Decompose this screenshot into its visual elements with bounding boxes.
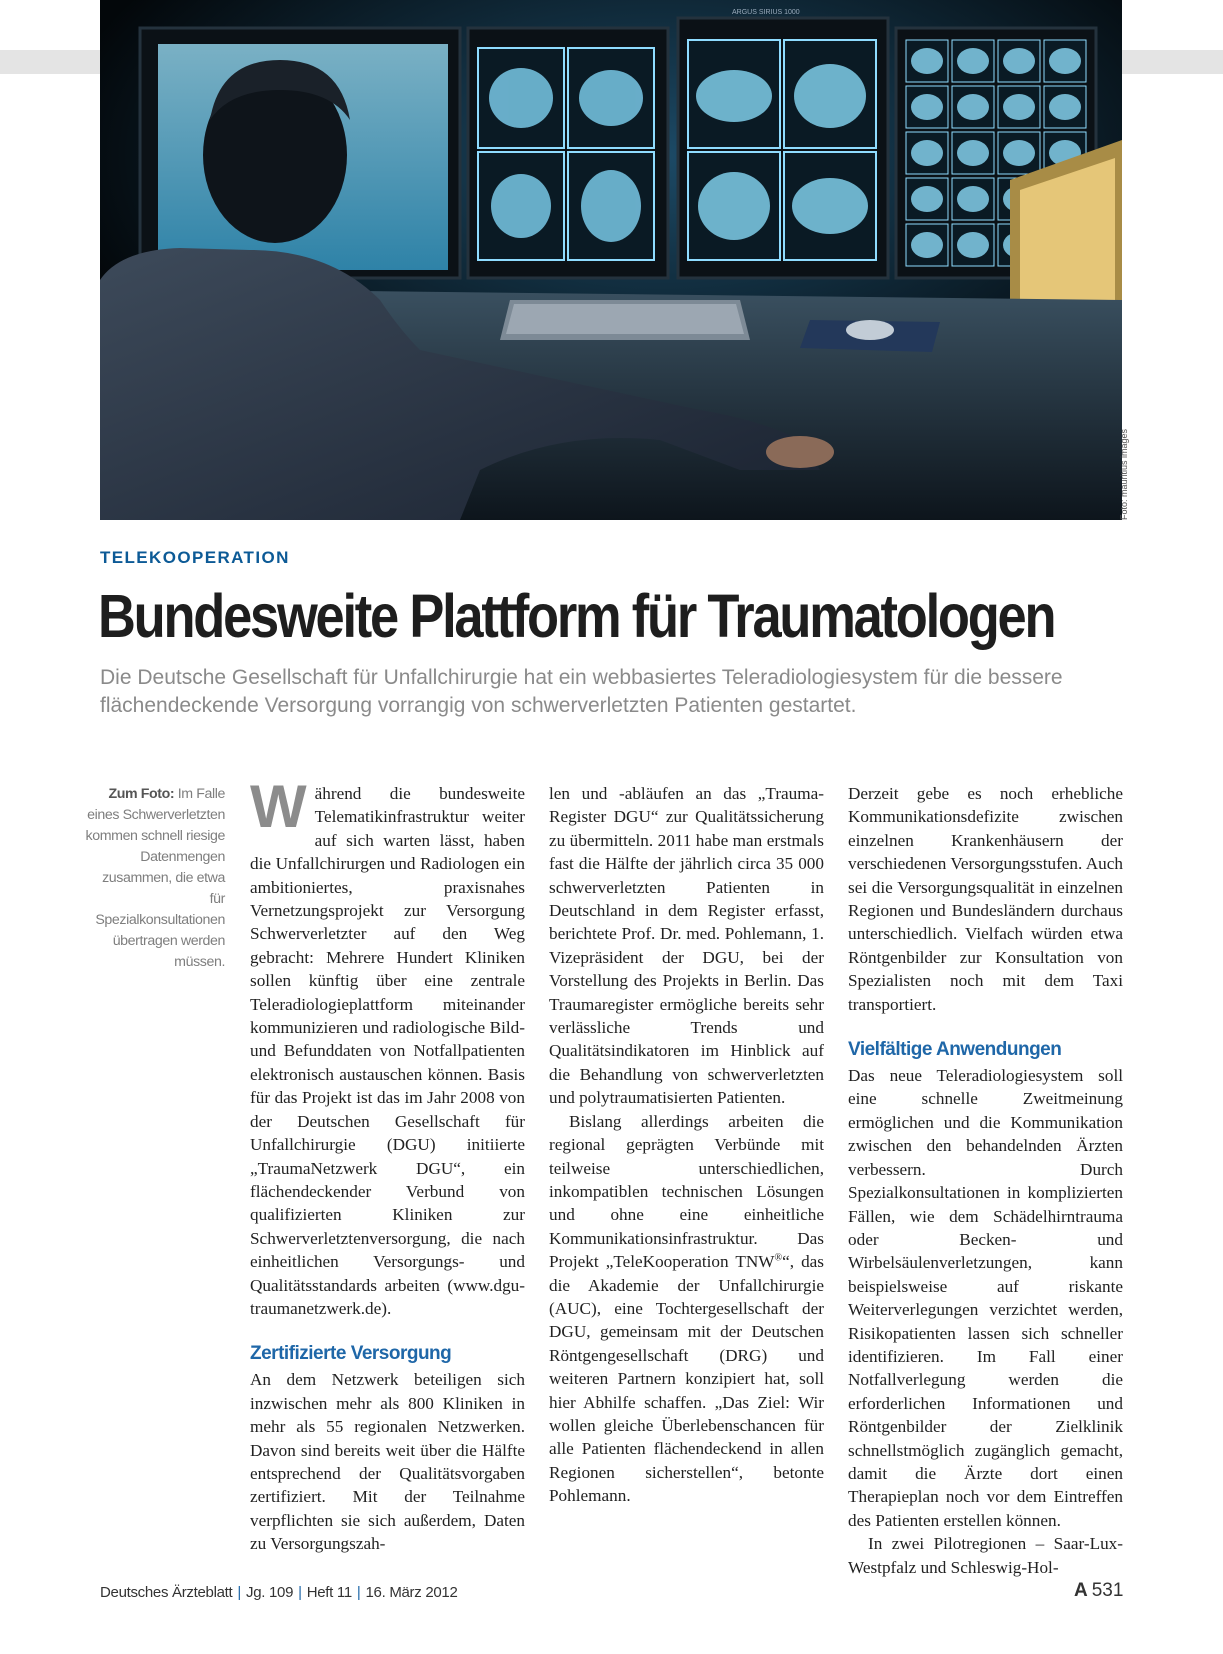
paragraph: In zwei Pilotregionen – Saar-Lux-Westpfalz und Schleswig-Hol- [848, 1534, 1123, 1577]
subheading: Zertifizierte Versorgung [250, 1343, 452, 1365]
section-kicker: TELEKOOPERATION [100, 548, 290, 567]
page-prefix: A [1074, 1580, 1088, 1601]
page-footer [100, 1584, 458, 1601]
paragraph-text: Bislang allerdings arbeiten die regional geprägten Verbünde mit teilweise unterschiedlichen, inkompatiblen technischen Lösungen und ohne eine einheitliche Kommunikationsinfrastruktur. Das Projekt „TeleKooperation TNW [549, 1111, 824, 1272]
separator: | [298, 1584, 302, 1601]
ct-slice [1049, 48, 1081, 74]
issue: Heft 11 [306, 1584, 352, 1601]
ct-slice [911, 140, 943, 166]
ct-slice [957, 48, 989, 74]
journal-name: Deutsches Ärzteblatt [100, 1584, 233, 1601]
ct-slice [911, 232, 943, 258]
ct-slice [1003, 48, 1035, 74]
ct-slice [911, 94, 943, 120]
page-number-value: 531 [1091, 1580, 1124, 1601]
ct-slice [1003, 94, 1035, 120]
ct-slice [957, 186, 989, 212]
paragraph: Das neue Teleradiologiesystem soll eine schnelle Zweitmeinung ermöglichen und die Kommunikation zwischen den behandelnden Ärzten verbessern. Durch Spezialkonsultationen in komplizierten Fällen, wie dem Schädelhirntrauma oder Becken- und Wirbelsäulenverletzungen, kann beispielsweise auf riskante Weiterverlegungen verzichtet werden, Risikopatienten lassen sich schneller identifizieren. Im Fall einer Notfallverlegung werden die erforderlichen Informationen und Röntgenbilder der Zielklinik schnellstmöglich zugänglich gemacht, damit die Ärzte dort einen Therapieplan noch vor dem Eintreffen des Patienten erstellen können. [848, 1066, 1123, 1530]
issue-date: 16. März 2012 [365, 1584, 458, 1601]
ct-slice [911, 186, 943, 212]
separator: | [237, 1584, 242, 1601]
photo-credit: Foto: mauritius images [1119, 428, 1129, 520]
volume: Jg. 109 [246, 1584, 294, 1601]
caption-text: Im Falle eines Schwerverletzten kommen schnell riesige Datenmengen zusammen, die etwa für Spezialkonsultationen übertragen werden müssen. [85, 786, 225, 970]
photo-caption [84, 784, 225, 973]
page-number [1074, 1580, 1123, 1602]
monitor-label: ARGUS SIRIUS 1000 [732, 9, 800, 16]
drop-cap: W [250, 773, 307, 840]
paragraph: Derzeit gebe es noch erhebliche Kommunikationsdefizite zwischen einzelnen Krankenhäusern der verschiedenen Versorgungsstufen. Auch sei die Versorgungsqualität in einzelnen Regionen und Bundesländern durchaus unterschiedlich. Vielfach würden etwa Röntgenbilder zur Konsultation von Spezialisten noch mit dem Taxi transportiert. [848, 784, 1123, 1014]
article-column-1 [250, 773, 525, 1556]
article-column-2 [549, 782, 824, 1508]
top-gray-band-left [0, 50, 100, 74]
paragraph: An dem Netzwerk beteiligen sich inzwischen mehr als 800 Kliniken in mehr als 55 regionalen Netzwerken. Davon sind bereits weit über die Hälfte entsprechend der Qualitätsvorgaben zertifiziert. Mit der Teilnahme verpflichten sie sich außerdem, Daten zu Versorgungszah- [250, 1370, 525, 1554]
ct-slice [957, 140, 989, 166]
article-headline: Bundesweite Plattform für Traumatologen [98, 582, 1055, 650]
ct-slice [957, 232, 989, 258]
subheading: Vielfältige Anwendungen [848, 1039, 1062, 1061]
paragraph-text: “, das die Akademie der Unfallchirurgie (AUC), eine Tochtergesellschaft der DGU, gemeinsam mit der Deutschen Röntgengesellschaft (DRG) und weiteren Partnern konzipiert hat, soll hier Abhilfe schaffen. „Das Ziel: Wir wollen gleiche Überlebenschancen für alle Patienten flächendeckend in allen Regionen sicherstellen“, betonte Pohlemann. [549, 1252, 824, 1506]
separator: | [356, 1584, 361, 1601]
paragraph-text: ährend die bundesweite Telematikinfrastruktur weiter auf sich warten lässt, haben die Unfallchirurgen und Radiologen ein ambitioniertes, praxisnahes Vernetzungsprojekt zur Versorgung Schwerverletzter auf den Weg gebracht: Mehrere Hundert Kliniken sollen künftig über eine zentrale Teleradiologieplattform miteinander kommunizieren und radiologische Bild- und Befunddaten von Notfallpatienten elektronisch austauschen können. Basis für das Projekt ist das im Jahr 2008 von der Deutschen Gesellschaft für Unfallchirurgie (DGU) initiierte „TraumaNetzwerk DGU“, ein flächendeckender Verbund von qualifizierten Kliniken zur Schwerverletztenversorgung, die nach einheitlichen Versorgungs- und Qualitätsstandards arbeiten (www.dgu-traumanetzwerk.de). [250, 784, 525, 1318]
caption-lead: Zum Foto: [108, 786, 175, 802]
registered-mark: ® [774, 1252, 783, 1264]
ct-slice [911, 48, 943, 74]
header-photo [100, 0, 1122, 520]
article-subtitle: Die Deutsche Gesellschaft für Unfallchirurgie hat ein webbasiertes Teleradiologiesystem für die bessere flächendeckende Versorgung vorrangig von schwerverletzten Patienten gestartet. [100, 666, 1063, 717]
paragraph [250, 773, 525, 1320]
paragraph [549, 1110, 824, 1508]
ct-slice [1003, 140, 1035, 166]
article-column-3 [848, 782, 1123, 1579]
ct-slice [957, 94, 989, 120]
paragraph: len und -abläufen an das „Trauma-Register DGU“ zur Qualitätssicherung zu übermitteln. 2011 habe man erstmals fast die Hälfte der jährlich circa 35 000 schwerverletzten Patienten in Deutschland in dem Register erfasst, berichtete Prof. Dr. med. Pohlemann, 1. Vizepräsident der DGU, bei der Vorstellung des Projekts in Berlin. Das Traumaregister ermögliche bereits sehr verlässliche Trends und Qualitätsindikatoren im Hinblick auf die Behandlung von schwerverletzten und polytraumatisierten Patienten. [549, 784, 824, 1108]
top-gray-band-right [1122, 50, 1223, 74]
ct-slice [1049, 94, 1081, 120]
